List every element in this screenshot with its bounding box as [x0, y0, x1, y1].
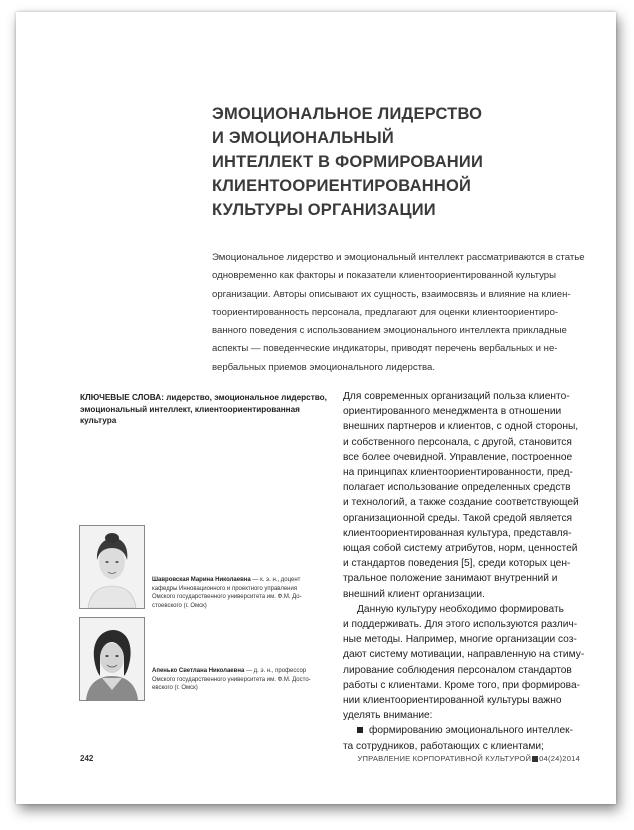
abstract-line: ванного поведения с использованием эмоционального интеллекта прикладные: [212, 325, 567, 337]
issue-total: (24): [547, 754, 563, 763]
body-line: ющая собой систему атрибутов, норм, ценностей: [343, 543, 578, 555]
body-line: тральное положение занимают внутренний и: [343, 573, 558, 585]
body-line: полагает использование определенных средств: [343, 482, 571, 494]
bullet-text: формированию эмоционального интеллек-: [369, 725, 573, 737]
article-body: [343, 389, 603, 754]
body-line: та сотрудников, работающих с клиентами;: [343, 740, 544, 752]
title-line: КУЛЬТУРЫ ОРГАНИЗАЦИИ: [212, 201, 436, 219]
abstract-line: одновременно как факторы и показатели клиентоориентированной культуры: [212, 270, 556, 282]
author-photo: [79, 617, 145, 701]
body-line: клиентоориентированная культура, представля-: [343, 527, 572, 539]
author-name: Шавровская Марина Николаевна: [152, 577, 251, 583]
article-abstract: [212, 249, 584, 377]
body-line: внешних партнеров и клиентов, с одной стороны,: [343, 421, 579, 433]
body-line: ные методы. Например, многие организации соз-: [343, 634, 577, 646]
author-info: [152, 576, 352, 610]
author-portrait-icon: [80, 618, 144, 700]
issue-year: 2014: [562, 754, 580, 763]
author-affiliation: Омского государственного университета им. Ф.М. До-: [152, 594, 302, 601]
keywords-block: [80, 392, 330, 427]
abstract-line: вербальных приемов эмоционального лидерства.: [212, 361, 436, 373]
bullet-item: [343, 723, 603, 738]
body-line: и стандартов поведения [5], среди которых цен-: [343, 558, 571, 570]
author-degree: — к. э. н., доцент: [250, 577, 301, 583]
body-line: и поддерживать. Для этого используются различ-: [343, 619, 578, 631]
abstract-line: Эмоциональное лидерство и эмоциональный интеллект рассматриваются в статье: [212, 252, 585, 263]
body-line: работы с клиентами. Кроме того, при формирова-: [343, 679, 581, 691]
body-line: нии клиентоориентированной культуры важно: [343, 695, 562, 707]
journal-name: УПРАВЛЕНИЕ КОРПОРАТИВНОЙ КУЛЬТУРОЙ: [357, 754, 532, 763]
body-line: и технологий, а также создание соответствующей: [343, 497, 579, 509]
author-affiliation: кафедры Инновационного и проектного управления: [152, 585, 298, 592]
author-affiliation: евского (г. Омск): [152, 685, 198, 692]
body-line: организационной среды. Такой средой является: [343, 512, 573, 524]
separator-square-icon: [532, 756, 538, 762]
author-affiliation: Омского государственного университета им. Ф.М. Досто-: [152, 676, 311, 683]
keywords-line: эмоциональный интеллект, клиентоориентированная: [80, 404, 300, 414]
keywords-line: КЛЮЧЕВЫЕ СЛОВА: лидерство, эмоциональное лидерство,: [80, 393, 327, 402]
body-line: дают систему мотивации, направленную на стиму-: [343, 649, 585, 661]
journal-footer: [357, 754, 580, 763]
body-line: Для современных организаций польза клиенто-: [343, 391, 570, 402]
bullet-square-icon: [357, 727, 363, 733]
abstract-line: тоориентированность персонала, предлагают для оценки клиентоориентиро-: [212, 306, 559, 318]
keywords-line: культура: [80, 416, 117, 425]
body-line: уделять внимание:: [343, 710, 433, 722]
abstract-line: аспекты — поведенческие индикаторы, приводят перечень вербальных и не-: [212, 343, 558, 355]
body-line: Данную культуру необходимо формировать: [357, 603, 564, 615]
author-affiliation: стоевского (г. Омск): [152, 602, 207, 609]
title-line: ЭМОЦИОНАЛЬНОЕ ЛИДЕРСТВО: [212, 105, 483, 123]
body-line: на принципах клиентоориентированности, пред-: [343, 467, 573, 479]
title-line: КЛИЕНТООРИЕНТИРОВАННОЙ: [212, 177, 472, 195]
body-line: лирование соблюдения персоналом стандартов: [343, 664, 572, 676]
title-line: И ЭМОЦИОНАЛЬНЫЙ: [212, 129, 394, 147]
page-number: 242: [80, 754, 94, 763]
article-title: [212, 102, 572, 222]
body-line: все более очевидной. Управление, построенное: [343, 451, 573, 463]
title-line: ИНТЕЛЛЕКТ В ФОРМИРОВАНИИ: [212, 153, 484, 171]
author-degree: — д. э. н., профессор: [244, 668, 307, 674]
author-photo: [79, 525, 145, 609]
body-line: и собственного персонала, с другой, становится: [343, 436, 572, 448]
body-line: внешний клиент организации.: [343, 588, 485, 600]
abstract-line: организации. Авторы описывают их сущность, взаимосвязь и влияние на клиен-: [212, 288, 571, 300]
author-name: Апенько Светлана Николаевна: [152, 668, 245, 674]
issue-number: 04: [539, 754, 548, 763]
body-line: ориентированного менеджмента в отношении: [343, 406, 562, 418]
author-portrait-icon: [80, 526, 144, 608]
journal-page: [16, 12, 616, 804]
author-info: [152, 667, 352, 693]
